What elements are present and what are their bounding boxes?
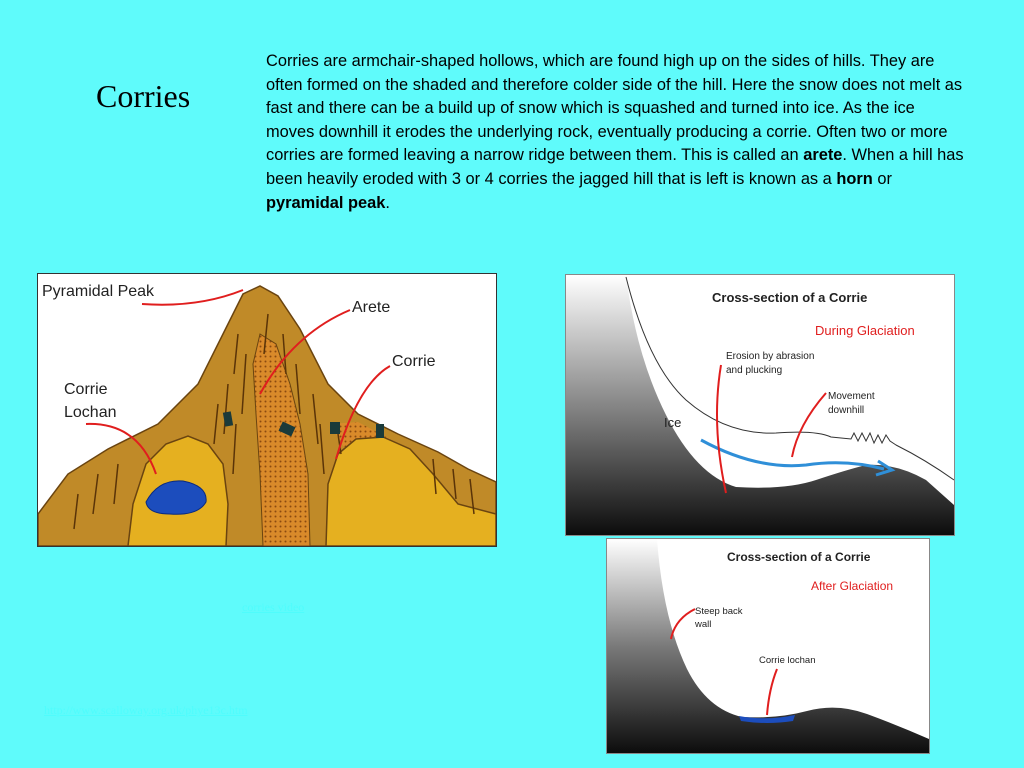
wall-pointer: [671, 609, 695, 639]
pyramidal-peak-diagram: [37, 273, 497, 547]
page-title: Corries: [96, 78, 191, 114]
corries-video-link[interactable]: corries video: [242, 600, 305, 614]
lochan-pointer: [767, 669, 777, 715]
during-title: Cross-section of a Corrie: [712, 290, 868, 305]
term-horn: horn: [836, 169, 873, 188]
label-steep-wall-line1: Steep back: [695, 606, 743, 617]
term-pyramidal-peak: pyramidal peak: [266, 193, 386, 212]
label-corrie-lochan-line2: Lochan: [64, 404, 117, 421]
rock-surface: [566, 275, 954, 535]
description-text-4: .: [385, 193, 390, 212]
term-arete: arete: [803, 146, 843, 165]
label-ice: Ice: [664, 415, 682, 430]
source-url-link[interactable]: http://www.scalloway.org.uk/phye13c.htm: [44, 703, 248, 717]
description-text-3: or: [872, 169, 892, 188]
label-corrie-lochan: Corrie lochan: [759, 655, 816, 666]
label-movement-line2: downhill: [828, 405, 865, 416]
label-arete: Arete: [352, 299, 391, 316]
label-erosion-line1: Erosion by abrasion: [726, 351, 815, 362]
label-pyramidal-peak: Pyramidal Peak: [42, 283, 155, 300]
label-movement-line1: Movement: [828, 391, 875, 402]
label-corrie: Corrie: [392, 353, 436, 370]
movement-pointer: [792, 393, 826, 457]
during-subtitle: During Glaciation: [815, 323, 915, 338]
corrie-during-glaciation-diagram: [565, 274, 955, 536]
description-text-1: Corries are armchair-shaped hollows, which are found high up on the sides of hills. They are often formed on the shaded and therefore colder side of the hill. Here the snow does not melt as fast and there can be a build up of snow which is squashed and turned into ice. As the ice moves downhill it erodes the underlying rock, eventually producing a corrie. Often two or more corries are formed leaving a narrow ridge between them. This is called an: [266, 52, 963, 165]
label-steep-wall-line2: wall: [695, 619, 712, 630]
label-erosion-line2: and plucking: [726, 365, 783, 376]
after-subtitle: After Glaciation: [811, 579, 894, 593]
corrie-after-glaciation-diagram: [606, 538, 930, 754]
description-text-2: . When a hill has been heavily eroded with 3 or 4 corries the jagged hill that is left is known as a: [266, 146, 964, 188]
label-corrie-lochan-line1: Corrie: [64, 381, 108, 398]
after-glaciation-illustration: [607, 539, 929, 753]
after-title: Cross-section of a Corrie: [727, 550, 871, 564]
pyramidal-peak-illustration: [38, 274, 496, 546]
during-glaciation-illustration: [566, 275, 954, 535]
erosion-pointer: [717, 365, 726, 493]
corrie-description: [266, 50, 966, 215]
